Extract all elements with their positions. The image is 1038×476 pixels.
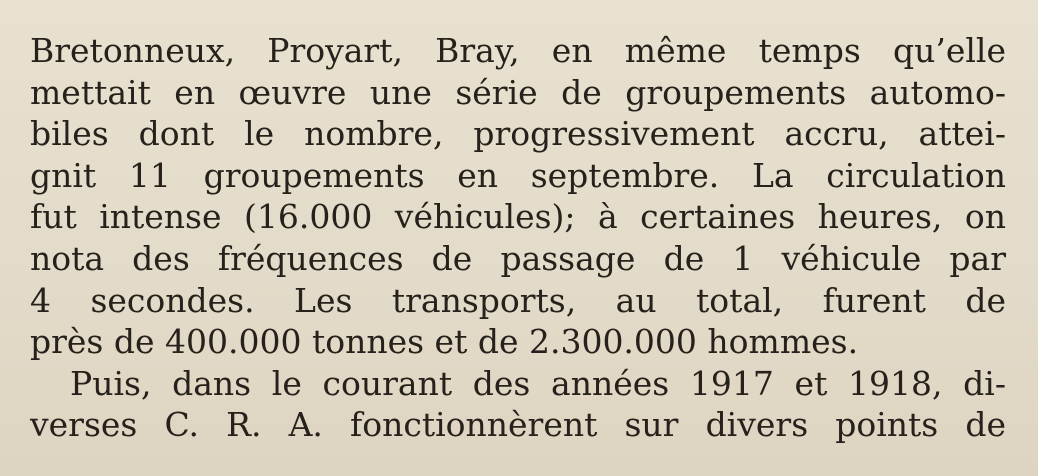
text-line: biles dont le nombre, progressivement accru, attei- <box>30 114 1006 154</box>
text-line: mettait en œuvre une série de groupements automo- <box>30 72 1006 112</box>
paragraph-1 <box>30 30 1006 363</box>
text-line: près de 400.000 tonnes et de 2.300.000 hommes. <box>30 322 859 362</box>
text-line: verses C. R. A. fonctionnèrent sur divers points de <box>30 405 1006 445</box>
text-line: Bretonneux, Proyart, Bray, en même temps qu’elle <box>30 31 1006 70</box>
text-line: fut intense (16.000 véhicules); à certaines heures, on <box>30 197 1006 237</box>
document-page <box>30 30 1006 446</box>
text-line: nota des fréquences de passage de 1 véhicule par <box>30 238 1006 278</box>
text-line: gnit 11 groupements en septembre. La circulation <box>30 155 1006 195</box>
text-line: 4 secondes. Les transports, au total, furent de <box>30 280 1006 320</box>
text-line: Puis, dans le courant des années 1917 et 1918, di- <box>70 363 1006 403</box>
paragraph-2 <box>30 363 1006 446</box>
